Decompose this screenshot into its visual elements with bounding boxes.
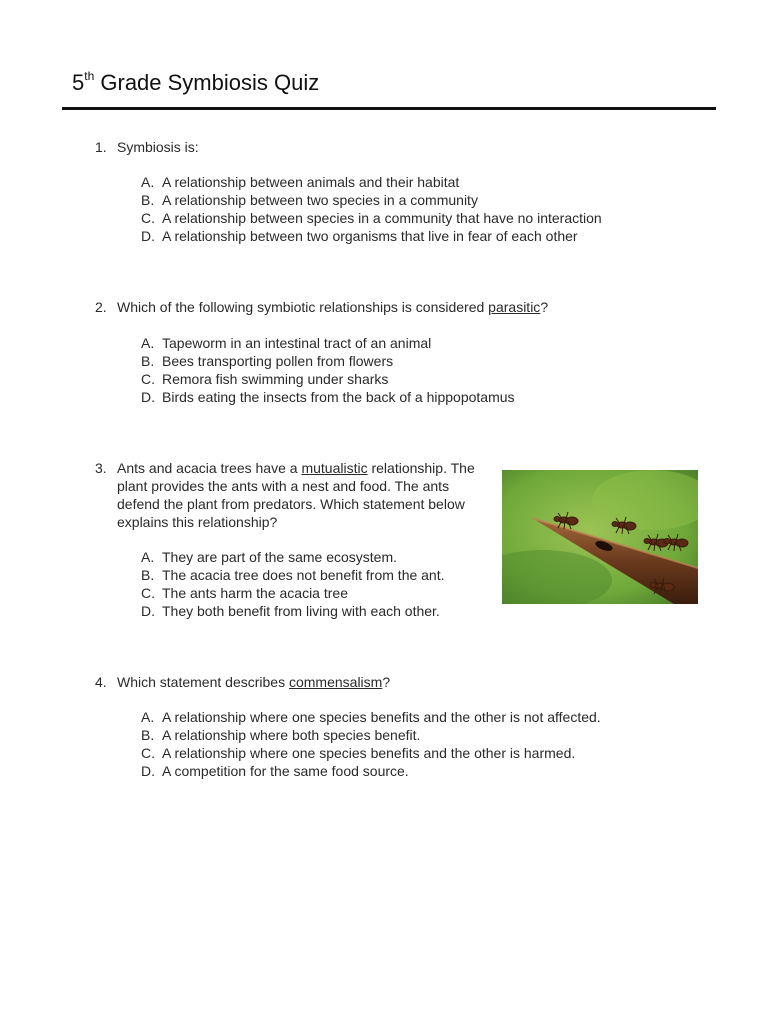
option-text: A relationship where one species benefits and the other is not affected. xyxy=(162,709,601,725)
option-letter: D. xyxy=(141,763,155,779)
option-letter: A. xyxy=(141,335,155,351)
question-text xyxy=(117,459,487,531)
option-text: A relationship between two organisms that live in fear of each other xyxy=(162,228,578,244)
quiz-title xyxy=(72,70,319,96)
option-text: A competition for the same food source. xyxy=(162,763,409,779)
question-text xyxy=(117,673,390,691)
option-text: Tapeworm in an intestinal tract of an animal xyxy=(162,335,432,351)
option-letter: B. xyxy=(141,192,155,208)
underlined-term: parasitic xyxy=(488,299,541,315)
option-letter: C. xyxy=(141,745,155,761)
option-text: Birds eating the insects from the back of a hippopotamus xyxy=(162,389,515,405)
option-text: The acacia tree does not benefit from the ant. xyxy=(162,567,445,583)
option-text: A relationship between two species in a community xyxy=(162,192,478,208)
title-text: Grade Symbiosis Quiz xyxy=(94,70,320,95)
option-text: A relationship between animals and their habitat xyxy=(162,174,460,190)
question-text-part: ? xyxy=(540,299,549,315)
question-text-part: ? xyxy=(382,674,391,690)
option-letter: B. xyxy=(141,727,155,743)
ants-on-acacia-photo xyxy=(502,470,698,604)
title-divider xyxy=(62,107,716,110)
option-letter: C. xyxy=(141,210,155,226)
title-number: 5 xyxy=(72,70,85,95)
ants-on-acacia-image xyxy=(502,470,698,604)
question-number: 2. xyxy=(95,299,107,315)
option-text: Remora fish swimming under sharks xyxy=(162,371,389,387)
question-text xyxy=(117,298,548,316)
title-ordinal-suffix: th xyxy=(84,68,95,83)
option-letter: B. xyxy=(141,353,155,369)
underlined-term: mutualistic xyxy=(301,460,368,476)
option-text: Bees transporting pollen from flowers xyxy=(162,353,394,369)
question-text-part: relationship. The plant provides the ants with a nest and food. The ants defend the plant from predators. Which statement below explains this relationship? xyxy=(117,460,475,530)
question-number: 3. xyxy=(95,460,107,476)
option-text: A relationship where one species benefits and the other is harmed. xyxy=(162,745,576,761)
option-letter: A. xyxy=(141,709,155,725)
option-text: They both benefit from living with each other. xyxy=(162,603,440,619)
option-letter: D. xyxy=(141,389,155,405)
question-number: 1. xyxy=(95,139,107,155)
question-text xyxy=(117,138,199,156)
question-text-part: Symbiosis is: xyxy=(117,139,199,155)
option-text: They are part of the same ecosystem. xyxy=(162,549,397,565)
question-text-part: Which statement describes xyxy=(117,674,289,690)
option-letter: D. xyxy=(141,228,155,244)
question-text-part: Which of the following symbiotic relationships is considered xyxy=(117,299,489,315)
option-letter: B. xyxy=(141,567,155,583)
option-letter: D. xyxy=(141,603,155,619)
option-text: The ants harm the acacia tree xyxy=(162,585,348,601)
option-letter: A. xyxy=(141,549,155,565)
option-letter: C. xyxy=(141,585,155,601)
question-number: 4. xyxy=(95,674,107,690)
option-letter: A. xyxy=(141,174,155,190)
option-text: A relationship between species in a community that have no interaction xyxy=(162,210,602,226)
option-text: A relationship where both species benefit. xyxy=(162,727,421,743)
option-letter: C. xyxy=(141,371,155,387)
question-text-part: Ants and acacia trees have a xyxy=(117,460,302,476)
underlined-term: commensalism xyxy=(288,674,383,690)
